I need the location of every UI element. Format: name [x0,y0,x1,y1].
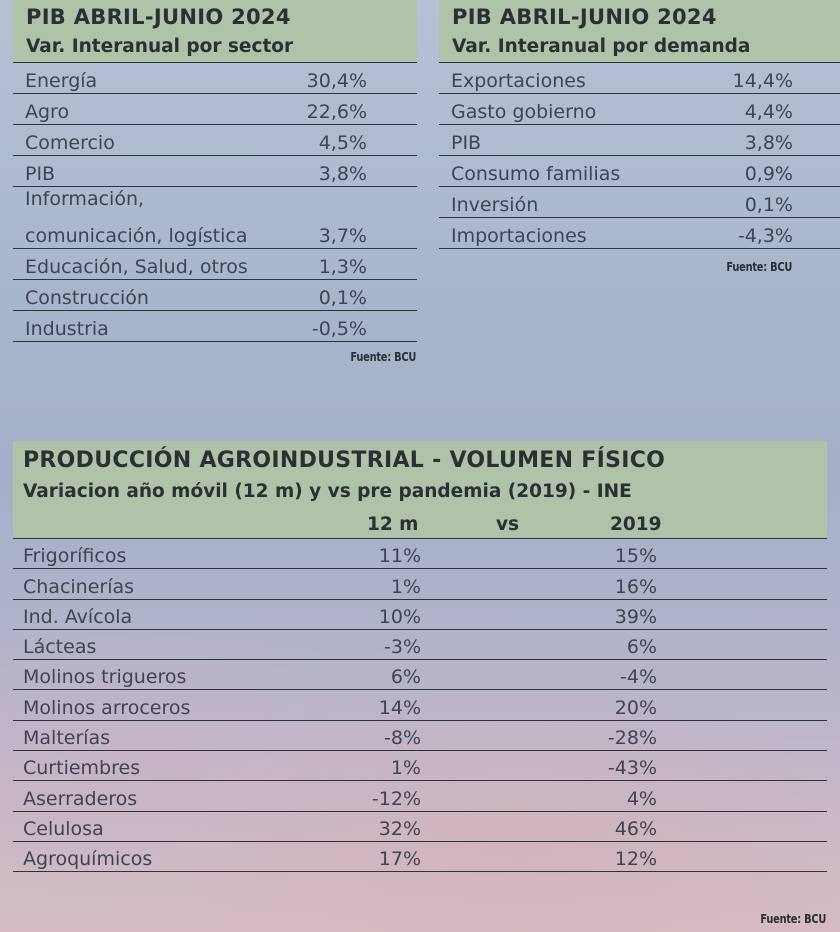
row-label: Energía [25,70,98,92]
row-label: Molinos trigueros [23,666,187,689]
table-row [439,156,840,187]
row-label: Inversión [451,194,539,216]
row-value-12m: 10% [378,605,421,628]
row-label: PIB [451,132,482,154]
row-value-12m: 14% [378,696,421,719]
row-value: 3,8% [318,163,367,185]
row-value-2019: -4% [620,666,657,689]
table-row [13,156,417,187]
table-row [13,63,417,94]
table-row [13,751,827,781]
row-label: Curtiembres [23,757,141,780]
row-value-2019: 39% [614,605,657,628]
table-row [13,569,827,599]
row-label: Frigoríficos [23,545,127,568]
row-value: 3,8% [744,132,793,154]
agro-table-source: Fuente: BCU [760,912,826,926]
row-label: Chacinerías [23,575,135,598]
table-row [13,94,417,125]
row-value-2019: 12% [614,848,657,871]
row-value: 22,6% [306,101,367,123]
row-label: Ind. Avícola [23,605,133,628]
table-row [13,600,827,630]
row-label: Lácteas [23,636,97,659]
row-value: 4,5% [318,132,367,154]
row-value-12m: 1% [390,575,421,598]
agro-column-headers [13,508,827,539]
table-row [13,660,827,690]
row-label: Importaciones [451,225,587,247]
row-value-12m: -12% [371,787,421,810]
row-value-2019: -43% [607,757,657,780]
table-row [439,187,840,218]
row-value: 0,1% [744,194,793,216]
table-row [13,280,417,311]
row-value-12m: 1% [390,757,421,780]
row-value-2019: 20% [614,696,657,719]
table-row [439,94,840,125]
row-value-12m: -8% [384,727,421,750]
row-value-2019: 46% [614,817,657,840]
sector-table-source: Fuente: BCU [350,350,416,364]
table-row [13,812,827,842]
sector-table-title: PIB ABRIL-JUNIO 2024 [13,0,417,33]
row-value: 4,4% [744,101,793,123]
sector-table [13,0,417,342]
column-header-vs: vs [496,514,520,535]
row-value-12m: -3% [384,636,421,659]
row-label: PIB [25,163,56,185]
row-label-line2: comunicación, logística [25,225,248,247]
table-row [13,781,827,811]
row-value-2019: 4% [626,787,657,810]
table-row [439,125,840,156]
row-value: 30,4% [306,70,367,92]
table-row [13,842,827,872]
row-value-12m: 17% [378,848,421,871]
column-header-12m: 12 m [367,514,419,535]
row-value: 1,3% [318,256,367,278]
sector-table-subtitle: Var. Interanual por sector [13,33,417,63]
table-row [13,539,827,569]
table-row [439,218,840,249]
row-label: Construcción [25,287,149,309]
row-label: Industria [25,318,109,340]
row-label-line1: Información, [25,188,145,210]
table-row [13,125,417,156]
row-label: Educación, Salud, otros [25,256,248,278]
agro-table [13,441,827,872]
table-row [13,721,827,751]
row-label: Agro [25,101,70,123]
table-row [13,311,417,342]
agro-table-subtitle: Variacion año móvil (12 m) y vs pre pandemia (2019) - INE [13,478,827,508]
row-value-2019: 16% [614,575,657,598]
row-label: Malterías [23,727,111,750]
row-value-2019: -28% [607,727,657,750]
table-row [439,63,840,94]
row-value-12m: 32% [378,817,421,840]
column-header-2019: 2019 [610,514,662,535]
row-label: Agroquímicos [23,848,153,871]
row-value-12m: 6% [390,666,421,689]
row-label: Exportaciones [451,70,586,92]
table-row [13,690,827,720]
row-label: Celulosa [23,817,104,840]
demand-table-source: Fuente: BCU [726,260,792,274]
demand-table-subtitle: Var. Interanual por demanda [439,33,840,63]
table-row [13,187,417,249]
row-label: Gasto gobierno [451,101,597,123]
row-label: Consumo familias [451,163,621,185]
row-value: 0,9% [744,163,793,185]
row-value: -0,5% [311,318,367,340]
row-label: Aserraderos [23,787,138,810]
row-value: 14,4% [732,70,793,92]
row-label: Molinos arroceros [23,696,191,719]
row-label: Comercio [25,132,115,154]
row-value: 0,1% [318,287,367,309]
row-value-12m: 11% [378,545,421,568]
table-row [13,249,417,280]
row-value-2019: 6% [626,636,657,659]
demand-table-title: PIB ABRIL-JUNIO 2024 [439,0,840,33]
agro-table-title: PRODUCCIÓN AGROINDUSTRIAL - VOLUMEN FÍSICO [13,441,827,478]
demand-table [439,0,840,249]
table-row [13,630,827,660]
row-value: 3,7% [318,225,367,247]
row-value-2019: 15% [614,545,657,568]
row-value: -4,3% [737,225,793,247]
